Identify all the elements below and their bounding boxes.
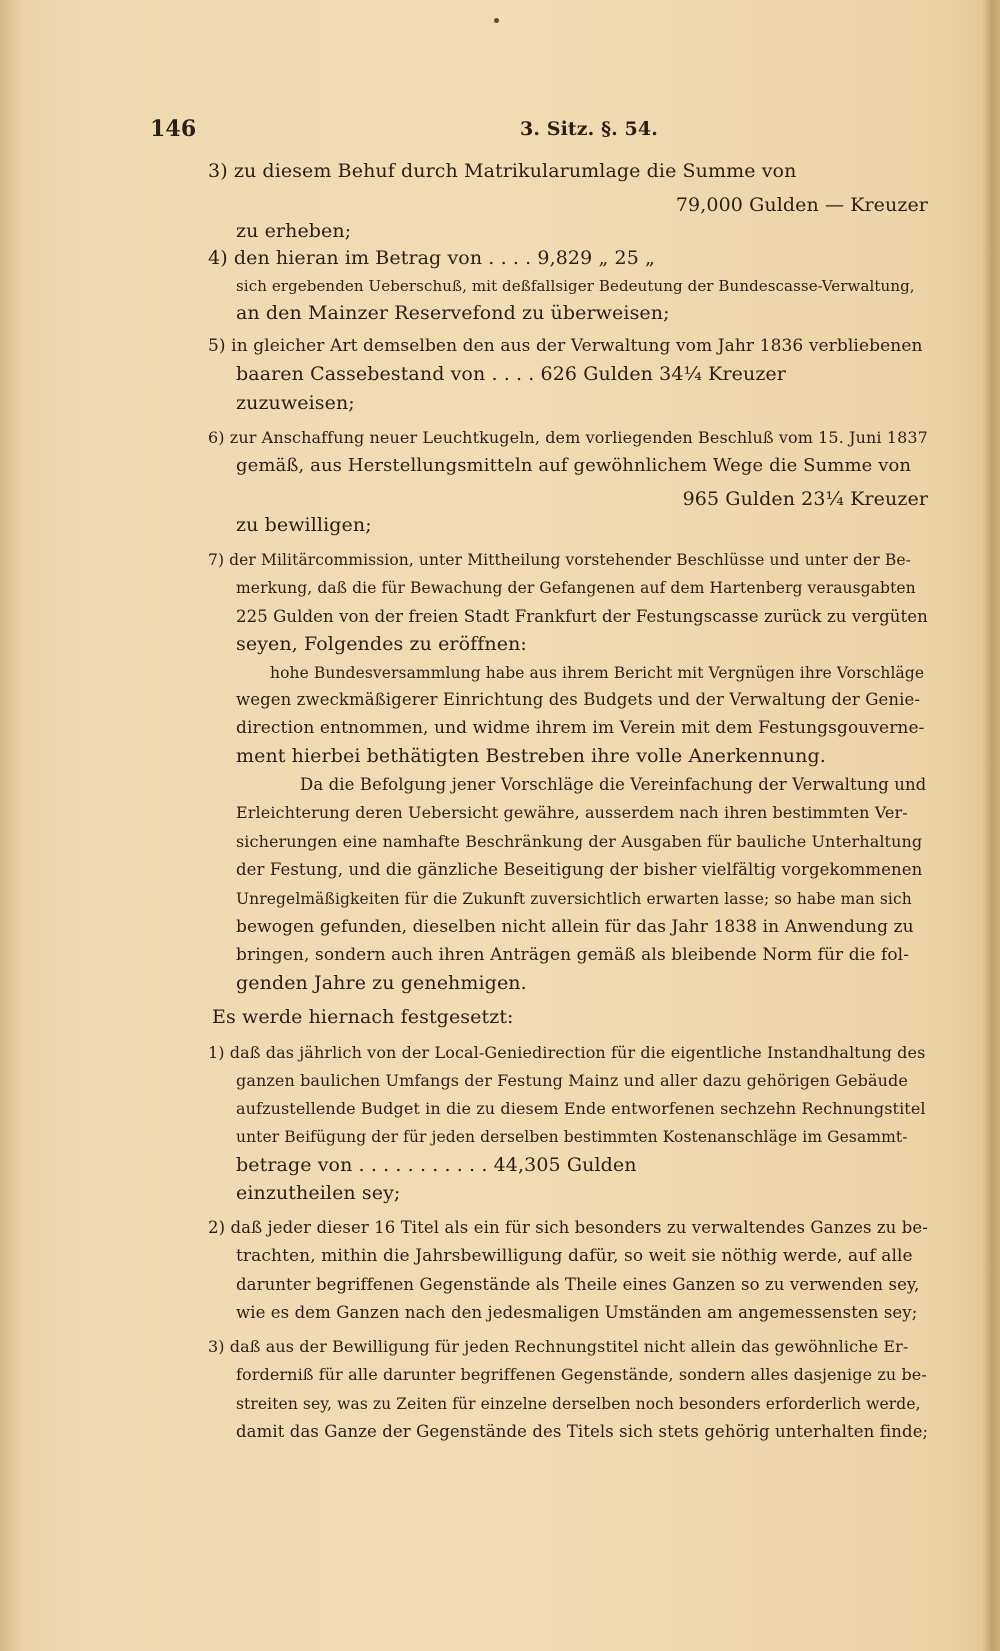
text-line: 225 Gulden von der freien Stadt Frankfurt der Festungscasse zurück zu vergüten [236,607,928,626]
text-line: forderniß für alle darunter begriffenen Gegenstände, sondern alles dasjenige zu be- [236,1365,927,1384]
text-line: genden Jahre zu genehmigen. [236,972,527,994]
text-line: zu bewilligen; [236,514,372,536]
text-line: unter Beifügung der für jeden derselben bestimmten Kostenanschläge im Gesammt- [236,1128,908,1146]
text-line: wie es dem Ganzen nach den jedesmaligen Umständen am angemessensten sey; [236,1303,918,1322]
text-line: wegen zweckmäßigerer Einrichtung des Budgets und der Verwaltung der Genie- [236,690,921,709]
text-line: zuzuweisen; [236,392,355,414]
text-line: hohe Bundesversammlung habe aus ihrem Bericht mit Vergnügen ihre Vorschläge [270,664,925,682]
text-line: baaren Cassebestand von . . . . 626 Gulden 34¼ Kreuzer [236,363,786,385]
text-line-amount: 965 Gulden 23¼ Kreuzer [682,488,928,510]
ink-speck [494,18,499,23]
text-line: sicherungen eine namhafte Beschränkung der Ausgaben für bauliche Unterhaltung [236,832,923,851]
text-line: Erleichterung deren Uebersicht gewähre, ausserdem nach ihren bestimmten Ver- [236,803,908,822]
text-line: einzutheilen sey; [236,1182,401,1204]
text-line: Da die Befolgung jener Vorschläge die Vereinfachung der Verwaltung und [300,775,927,794]
text-line: 4) den hieran im Betrag von . . . . 9,829 „ 25 „ [208,247,655,269]
page-number: 146 [150,116,197,142]
text-line: zu erheben; [236,220,352,242]
text-line: seyen, Folgendes zu eröffnen: [236,633,527,655]
page-edge-shadow-right [982,0,1000,1651]
text-line: damit das Ganze der Gegenstände des Titels sich stets gehörig unterhalten finde; [236,1422,929,1441]
text-line: ganzen baulichen Umfangs der Festung Mainz und aller dazu gehörigen Gebäude [236,1071,908,1090]
text-line: betrage von . . . . . . . . . . . 44,305 Gulden [236,1154,637,1176]
text-line: bringen, sondern auch ihren Anträgen gemäß als bleibende Norm für die fol- [236,945,910,965]
text-line: der Festung, und die gänzliche Beseitigung der bisher vielfältig vorgekommenen [236,860,923,879]
text-line: Unregelmäßigkeiten für die Zukunft zuversichtlich erwarten lasse; so habe man sich [236,890,912,908]
running-head: 3. Sitz. §. 54. [520,118,658,140]
text-line: 3) daß aus der Bewilligung für jeden Rechnungstitel nicht allein das gewöhnliche Er- [208,1337,909,1356]
text-line: 6) zur Anschaffung neuer Leuchtkugeln, dem vorliegenden Beschluß vom 15. Juni 1837 [208,428,928,447]
page-edge-shadow-left [0,0,22,1651]
text-line-amount: 79,000 Gulden — Kreuzer [675,194,928,216]
text-line: merkung, daß die für Bewachung der Gefangenen auf dem Hartenberg verausgabten [236,579,916,597]
text-line: 2) daß jeder dieser 16 Titel als ein für sich besonders zu verwaltendes Ganzes zu be- [208,1218,928,1237]
text-line: aufzustellende Budget in die zu diesem Ende entworfenen sechzehn Rechnungstitel [236,1099,926,1118]
text-line: an den Mainzer Reservefond zu überweisen; [236,302,670,324]
text-line: trachten, mithin die Jahrsbewilligung dafür, so weit sie nöthig werde, auf alle [236,1246,913,1266]
text-line: 3) zu diesem Behuf durch Matrikularumlage die Summe von [208,160,797,182]
text-line: streiten sey, was zu Zeiten für einzelne derselben noch besonders erforderlich werde, [236,1395,921,1413]
text-line: gemäß, aus Herstellungsmitteln auf gewöhnlichem Wege die Summe von [236,455,912,476]
text-line: direction entnommen, und widme ihrem im Verein mit dem Festungsgouverne- [236,718,925,738]
text-line: 5) in gleicher Art demselben den aus der Verwaltung vom Jahr 1836 verbliebenen [208,336,923,356]
text-line: bewogen gefunden, dieselben nicht allein für das Jahr 1838 in Anwendung zu [236,917,914,937]
text-line: sich ergebenden Ueberschuß, mit deßfallsiger Bedeutung der Bundescasse-Verwaltung, [236,277,915,295]
text-line: 7) der Militärcommission, unter Mittheilung vorstehender Beschlüsse und unter der Be- [208,551,911,569]
text-line: ment hierbei bethätigten Bestreben ihre volle Anerkennung. [236,745,826,767]
text-line: Es werde hiernach festgesetzt: [212,1006,514,1028]
text-line: darunter begriffenen Gegenstände als Theile eines Ganzen so zu verwenden sey, [236,1275,920,1294]
text-line: 1) daß das jährlich von der Local-Geniedirection für die eigentliche Instandhaltung des [208,1043,926,1062]
